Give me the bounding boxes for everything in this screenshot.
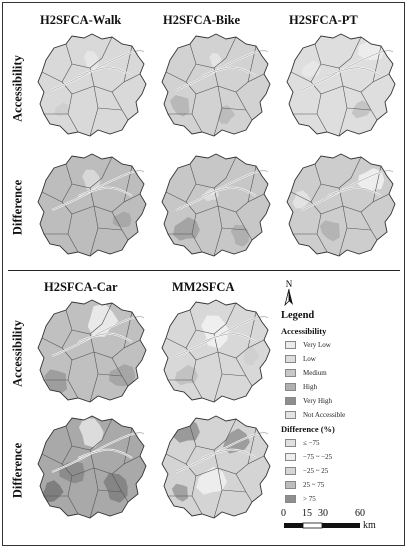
map-car-accessibility <box>32 296 150 406</box>
row-label-accessibility-bottom: Accessibility <box>10 320 25 387</box>
scale-tick-60: 60 <box>355 508 365 519</box>
map-pt-accessibility <box>281 30 399 140</box>
scale-unit: km <box>363 520 376 531</box>
map-pt-difference <box>281 150 399 260</box>
legend-label-low: Low <box>303 355 316 363</box>
section-divider <box>8 270 400 271</box>
scale-tick-15: 15 <box>302 508 312 519</box>
legend-swatch-very-high <box>285 397 296 405</box>
legend-accessibility-title: Accessibility <box>281 326 327 336</box>
scale-bar <box>283 508 393 544</box>
legend-swatch-high <box>285 383 296 391</box>
legend-swatch-diff-2 <box>285 453 296 461</box>
header-h2sfca-bike: H2SFCA-Bike <box>163 13 241 27</box>
legend-swatch-medium <box>285 369 296 377</box>
legend-swatch-diff-3 <box>285 467 296 475</box>
legend-swatch-diff-4 <box>285 481 296 489</box>
legend-label-diff-4: 25 ~ 75 <box>303 481 325 489</box>
map-base-region <box>162 34 270 136</box>
legend-difference-title: Difference (%) <box>281 424 335 434</box>
legend-swatch-diff-1 <box>285 439 296 447</box>
row-label-accessibility-top: Accessibility <box>10 55 25 122</box>
legend-label-very-low: Very Low <box>303 341 331 349</box>
map-walk-difference <box>32 150 150 260</box>
north-arrow-icon <box>281 278 297 310</box>
legend-swatch-very-low <box>285 341 296 349</box>
map-car-difference <box>32 412 150 522</box>
map-walk-accessibility <box>32 30 150 140</box>
legend-swatch-low <box>285 355 296 363</box>
legend-label-high: High <box>303 383 317 391</box>
header-mm2sfca: MM2SFCA <box>172 280 235 294</box>
legend-label-not-accessible: Not Accessible <box>303 411 346 419</box>
map-bike-accessibility <box>156 30 274 140</box>
legend-label-diff-2: −75 ~ −25 <box>303 453 333 461</box>
legend-label-diff-3: −25 ~ 25 <box>303 467 329 475</box>
header-h2sfca-car: H2SFCA-Car <box>44 280 118 294</box>
map-bike-difference <box>156 150 274 260</box>
row-label-difference-bottom: Difference <box>10 442 25 499</box>
map-base-region <box>38 34 146 136</box>
north-label: N <box>285 279 293 289</box>
legend-swatch-not-accessible <box>285 411 296 419</box>
header-h2sfca-pt: H2SFCA-PT <box>289 13 358 27</box>
legend-label-diff-1: ≤ −75 <box>303 439 320 447</box>
map-base-region <box>162 154 270 256</box>
legend-label-very-high: Very High <box>303 397 332 405</box>
row-label-difference-top: Difference <box>10 179 25 236</box>
scale-tick-0: 0 <box>281 508 286 519</box>
legend-title: Legend <box>281 310 315 321</box>
legend-label-medium: Medium <box>303 369 327 377</box>
map-base-region <box>38 154 146 256</box>
header-h2sfca-walk: H2SFCA-Walk <box>40 13 122 27</box>
map-mm-accessibility <box>156 296 274 406</box>
legend-swatch-diff-5 <box>285 495 296 503</box>
scale-bar-graphic <box>283 522 367 530</box>
map-mm-difference <box>156 412 274 522</box>
legend-label-diff-5: > 75 <box>303 495 316 503</box>
scale-tick-30: 30 <box>318 508 328 519</box>
